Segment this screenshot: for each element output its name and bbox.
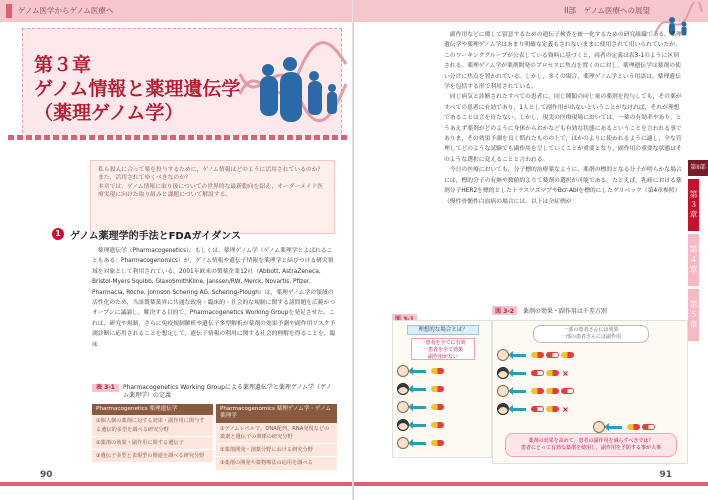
speech-bubble: 一部の患者さんには効果 一部の患者さんには副作用 [533,325,649,343]
arrow-icon [412,406,426,409]
figure-caption-text: 薬剤の効果・副作用は千差万別 [522,308,607,315]
capsule-icon [431,422,444,428]
definition-table [92,384,337,466]
body-text-left [92,246,337,380]
capsule-icon [561,388,574,394]
paragraph: 副作用などに関して留意するための遺伝子検査を統一化するための研究組織である。薬理遺伝学や薬理ゲノム学はあまり明確な定義もされないままに使用されて用いられていたが，このワーキンググループが公表している資料に基づくと，両者の定義は表3-1のように区別される。薬理ゲノム学が薬剤開発のプロセスに焦点を置くのに対し，薬理遺伝学は薬剤の使い分けに焦点を置かれている。しかし，多くの場合，薬理ゲノム学という用語は，薬理遺伝学を包括する形で利用されている。 [444,32,682,91]
running-header-left [0,0,354,22]
patient-row [497,347,574,363]
chapter-title-line1: ゲノム情報と薬理遺伝学 [34,79,241,100]
arrow-icon [412,370,426,373]
page-number-right: 91 [659,470,672,480]
table-cell: ①個人個の薬剤に対する効果・副作用に関与する遺伝的多型を調べる研究分野 [92,415,213,436]
figure-3-2 [492,306,688,466]
capsule-icon [627,424,640,430]
page-number-left: 90 [40,470,53,480]
paragraph: 今日の医療においても，分子標的治療薬なように，薬剤の標的となる分子が明らかな場合には，標的分子の有無や数値的よりて薬剤の選択が可能である。たとえば，乳癌における薬剤分子HER2を標的としたトラスツズマブやBcr-Ablを標的にしたグリベック（第4章参照）（慢性骨髄性白血病の場合には，以下は全症例が [444,167,682,205]
intro-paragraph: 本章では，ゲノム情報に取り扱についての世界的な最新動向を紹え，オーダーメイド医療実現に向けた取り組みと課題について解説する。 [98,183,324,199]
table-cell: ②薬剤開発・創薬分野における研究分野 [216,444,337,457]
chapter-number: 第３章 [34,55,92,76]
running-header-text: ゲノム医学からゲノム医療へ [18,6,114,15]
tab-chapter-3[interactable]: 第３章 [688,179,699,231]
patient-row [497,365,569,381]
arrow-icon [512,354,526,357]
section-heading [52,226,241,242]
capsule-icon [546,352,559,358]
figure-subtext: 一患者を全てに有効 一患者を全て効果 副作用がない [411,338,475,360]
patient-row [397,363,444,379]
tab-chapter-5[interactable]: 第５章 [688,289,699,341]
intro-paragraph: 私ら殺人に合って薬を投与するために，ゲノム情報はどのように活用されているのか？また，活用されてゆくべきなのか？ [98,167,324,182]
capsule-icon [431,386,444,392]
tab-part: 第II部 [688,160,708,176]
body-text-right [444,30,684,300]
table-cell: ③薬剤の開発や薬物療法の応用を調べる [216,457,337,470]
arrow-icon [512,372,526,375]
chapter-intro-box [90,160,335,234]
figure-caption [492,306,688,315]
figure-heading: 理想的な場合とは？ [407,325,479,335]
paragraph: 薬理遺伝学（Pharmacogenetics），もしくは，薬理ゲノム学（ゲノム薬理学とよばれることもある：Pharmacogenomics）が，ゲノム情報や遺伝子情報を薬理学と結びつける研究領域を対象として利用されている。2001年欧米の製薬企業12社（Abbott, AstraZeneca, Bristol-Myers Squibb, GlaxoSmithKline, Janssen/RW, Merck, Novartis, Pfizer, Pharmacia, Roche, Johnson Schering AG, Schering-Plough）は，薬理ゲノム学の領域の活性化のため，当該製薬業界に共通な政府・臨床的・社会的な規制に関する諸問題を広範かつオープンに議論し，解決する目的で，Pharmacogenetics Working Groupを発足させた。これは，研究や規制，さらに免疫規制解析や遺伝子多型解析が薬剤の効果予測や副作用リスク予測診断に応用されることを想定して，遺伝子情報の利用に関する社会的理解を得ることを，臨床 [92,248,336,348]
patient-row [497,383,574,399]
arrow-icon [412,442,426,445]
capsule-icon [531,406,544,412]
table-cell: ①ゲノムレベルで，DNA配列，RNA発現などの薬剤と遺伝子の関係の研究分野 [216,423,337,444]
table-caption [92,384,337,400]
capsule-icon [561,352,574,358]
capsule-icon [546,406,559,412]
decorative-strip [8,135,348,140]
capsule-icon [531,388,544,394]
arrow-icon [412,424,426,427]
capsule-icon [546,388,559,394]
patient-row [397,399,444,415]
table-badge: 表 3-1 [92,384,119,392]
footer-rule [0,482,354,486]
section-title: ゲノム薬理学的手法とFDAガイダンス [70,230,241,242]
capsule-icon [431,368,444,374]
people-dna-illustration [238,34,348,134]
right-page [354,0,708,500]
capsule-icon [431,440,444,446]
section-number: 1 [52,228,64,240]
footer-rule [354,482,708,486]
table-caption-text: Pharmacogenetics Working Groupによる薬理遺伝学と薬理ゲノム学（ゲノム薬理学）の定義 [122,384,332,399]
tab-chapter-4[interactable]: 第４章 [688,234,699,286]
patient-row [497,401,569,417]
figure-badge: 図 3-2 [492,306,517,315]
table-header-cell: Pharmacogenetics 薬理遺伝学 [92,404,213,415]
cross-icon: × [562,368,569,378]
patient-row [397,435,444,451]
table-column [92,404,213,471]
patient-row [397,381,444,397]
capsule-icon [431,404,444,410]
capsule-icon [531,370,544,376]
table-column [216,404,337,471]
figure-3-1 [392,306,492,456]
arrow-icon [412,388,426,391]
capsule-icon [546,370,559,376]
table-cell: ③遺伝子多型と表現型の関連を調べる研究分野 [92,450,213,463]
arrow-icon [512,390,526,393]
chapter-tabs [688,160,708,341]
header-marker [6,4,12,18]
table-body [92,404,337,471]
running-header-text: II部 ゲノム医療への展望 [564,6,650,15]
capsule-icon [531,352,544,358]
chapter-title [34,54,240,126]
chapter-title-line2: （薬理ゲノム学） [34,103,184,124]
speech-bubble: 薬剤の効果を高めて，患者の副作用を減らすべきでは？ 患者にとって有効な薬剤を使用し，副作用を予防する事が大事 [505,433,677,457]
arrow-icon [608,426,622,429]
table-cell: ②薬剤の効果・副作用に関する遺伝子 [92,437,213,450]
figure-panel [492,320,688,464]
table-header-cell: Pharmacogenomics 薬理ゲノム学・ゲノム薬理学 [216,404,337,423]
figure-panel [392,320,492,458]
paragraph: 同じ病気と診断されたすべての患者に，同じ種類の同じ量の薬剤を投与しても，その薬がすべての患者に有効であり，1人として副作用が出ないということがなければ，それが理想であることは言を待たない。しかし，現実の医療現場においては，一薬の有効率やあり，とうあえず薬剤がどのように身体からおかなども有効な状態にあるということを言われる事でありま，その効果予測を良く慣れたものの上で，ほかのよりに使われるように適し，全な管理してどのような試験でも副作用を呈していくことが重要となり，副作用の重要な状態はそのような選択に変えることと言われる。 [444,94,682,163]
capsule-icon [642,424,655,430]
cross-icon: × [562,404,569,414]
arrow-icon [512,408,526,411]
patient-row [397,417,444,433]
